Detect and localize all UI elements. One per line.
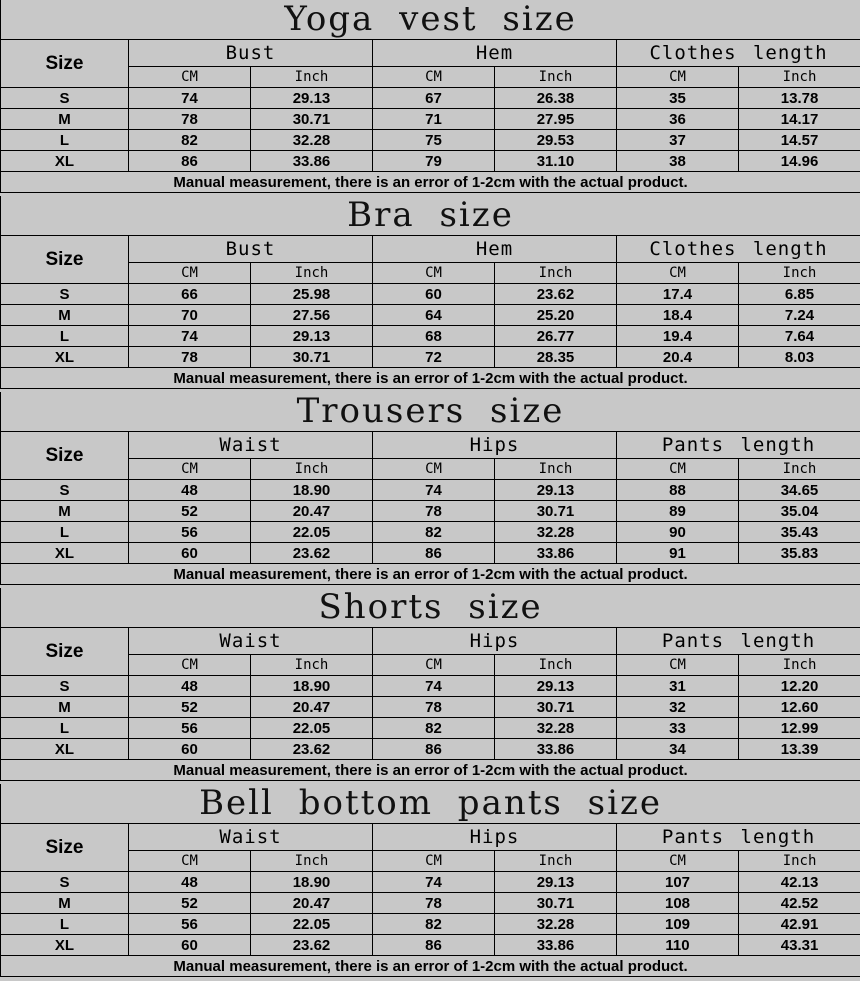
size-cell: XL	[1, 739, 129, 760]
value-cell: 12.99	[739, 718, 860, 739]
value-cell: 89	[617, 501, 739, 522]
value-cell: 75	[373, 130, 495, 151]
table-row	[1, 501, 860, 522]
value-cell: 67	[373, 88, 495, 109]
section-title: Bra size	[1, 196, 860, 236]
value-cell: 60	[129, 543, 251, 564]
value-cell: 12.60	[739, 697, 860, 718]
size-cell: XL	[1, 935, 129, 956]
value-cell: 14.57	[739, 130, 860, 151]
section-title: Bell bottom pants size	[1, 784, 860, 824]
size-cell: L	[1, 130, 129, 151]
value-cell: 20.47	[251, 697, 373, 718]
value-cell: 86	[373, 935, 495, 956]
value-cell: 14.96	[739, 151, 860, 172]
table-row	[1, 739, 860, 760]
unit-header: Inch	[251, 67, 373, 88]
value-cell: 30.71	[495, 501, 617, 522]
unit-header: CM	[129, 263, 251, 284]
size-cell: S	[1, 88, 129, 109]
value-cell: 86	[373, 739, 495, 760]
value-cell: 33	[617, 718, 739, 739]
size-cell: S	[1, 480, 129, 501]
unit-header: Inch	[739, 851, 860, 872]
table-row	[1, 284, 860, 305]
value-cell: 71	[373, 109, 495, 130]
value-cell: 48	[129, 480, 251, 501]
value-cell: 32.28	[495, 718, 617, 739]
size-cell: M	[1, 501, 129, 522]
table-row	[1, 109, 860, 130]
table-row	[1, 480, 860, 501]
size-table	[0, 392, 860, 585]
unit-header: Inch	[739, 459, 860, 480]
value-cell: 27.95	[495, 109, 617, 130]
value-cell: 20.4	[617, 347, 739, 368]
size-table	[0, 196, 860, 389]
value-cell: 22.05	[251, 914, 373, 935]
size-table	[0, 588, 860, 781]
value-cell: 82	[373, 522, 495, 543]
unit-header: Inch	[739, 67, 860, 88]
value-cell: 88	[617, 480, 739, 501]
value-cell: 60	[129, 739, 251, 760]
value-cell: 20.47	[251, 501, 373, 522]
value-cell: 109	[617, 914, 739, 935]
measure-group-header: Pants length	[617, 628, 860, 655]
value-cell: 110	[617, 935, 739, 956]
table-row	[1, 893, 860, 914]
value-cell: 30.71	[495, 893, 617, 914]
value-cell: 43.31	[739, 935, 860, 956]
size-section	[0, 392, 860, 588]
measure-group-header: Clothes length	[617, 40, 860, 67]
unit-header: Inch	[495, 459, 617, 480]
value-cell: 29.53	[495, 130, 617, 151]
unit-header: CM	[617, 459, 739, 480]
value-cell: 78	[373, 893, 495, 914]
unit-header: CM	[129, 655, 251, 676]
unit-header: CM	[617, 655, 739, 676]
value-cell: 86	[129, 151, 251, 172]
value-cell: 52	[129, 893, 251, 914]
table-row	[1, 697, 860, 718]
value-cell: 35.04	[739, 501, 860, 522]
size-table	[0, 784, 860, 977]
table-row	[1, 130, 860, 151]
size-cell: S	[1, 284, 129, 305]
size-section	[0, 588, 860, 784]
unit-header: Inch	[495, 263, 617, 284]
table-row	[1, 522, 860, 543]
value-cell: 78	[129, 109, 251, 130]
unit-header: Inch	[495, 851, 617, 872]
value-cell: 108	[617, 893, 739, 914]
value-cell: 74	[373, 676, 495, 697]
value-cell: 74	[373, 480, 495, 501]
value-cell: 107	[617, 872, 739, 893]
measurement-note: Manual measurement, there is an error of 1-2cm with the actual product.	[1, 368, 860, 389]
value-cell: 30.71	[495, 697, 617, 718]
value-cell: 42.52	[739, 893, 860, 914]
unit-header: Inch	[495, 67, 617, 88]
size-cell: M	[1, 697, 129, 718]
table-row	[1, 305, 860, 326]
size-column-header: Size	[1, 628, 129, 676]
value-cell: 34	[617, 739, 739, 760]
value-cell: 18.4	[617, 305, 739, 326]
value-cell: 78	[373, 501, 495, 522]
value-cell: 13.39	[739, 739, 860, 760]
table-row	[1, 935, 860, 956]
value-cell: 42.13	[739, 872, 860, 893]
value-cell: 29.13	[495, 480, 617, 501]
unit-header: Inch	[739, 655, 860, 676]
measure-group-header: Waist	[129, 628, 373, 655]
size-cell: XL	[1, 543, 129, 564]
value-cell: 38	[617, 151, 739, 172]
value-cell: 56	[129, 914, 251, 935]
value-cell: 22.05	[251, 522, 373, 543]
value-cell: 66	[129, 284, 251, 305]
size-cell: XL	[1, 347, 129, 368]
section-title: Trousers size	[1, 392, 860, 432]
value-cell: 31	[617, 676, 739, 697]
value-cell: 18.90	[251, 480, 373, 501]
measure-group-header: Hips	[373, 432, 617, 459]
table-row	[1, 872, 860, 893]
value-cell: 74	[129, 326, 251, 347]
size-column-header: Size	[1, 236, 129, 284]
value-cell: 48	[129, 872, 251, 893]
value-cell: 35	[617, 88, 739, 109]
size-cell: M	[1, 109, 129, 130]
measurement-note: Manual measurement, there is an error of 1-2cm with the actual product.	[1, 172, 860, 193]
value-cell: 8.03	[739, 347, 860, 368]
unit-header: Inch	[251, 655, 373, 676]
value-cell: 32.28	[495, 522, 617, 543]
value-cell: 60	[373, 284, 495, 305]
unit-header: CM	[373, 67, 495, 88]
value-cell: 91	[617, 543, 739, 564]
value-cell: 52	[129, 501, 251, 522]
size-cell: M	[1, 305, 129, 326]
unit-header: CM	[373, 459, 495, 480]
value-cell: 82	[129, 130, 251, 151]
size-cell: L	[1, 522, 129, 543]
value-cell: 23.62	[495, 284, 617, 305]
value-cell: 31.10	[495, 151, 617, 172]
value-cell: 72	[373, 347, 495, 368]
value-cell: 25.98	[251, 284, 373, 305]
value-cell: 7.24	[739, 305, 860, 326]
value-cell: 56	[129, 718, 251, 739]
value-cell: 18.90	[251, 872, 373, 893]
value-cell: 22.05	[251, 718, 373, 739]
value-cell: 23.62	[251, 739, 373, 760]
value-cell: 74	[373, 872, 495, 893]
value-cell: 23.62	[251, 935, 373, 956]
unit-header: CM	[129, 67, 251, 88]
section-title: Shorts size	[1, 588, 860, 628]
table-row	[1, 676, 860, 697]
value-cell: 60	[129, 935, 251, 956]
value-cell: 48	[129, 676, 251, 697]
size-section	[0, 196, 860, 392]
unit-header: CM	[373, 655, 495, 676]
value-cell: 29.13	[251, 326, 373, 347]
value-cell: 79	[373, 151, 495, 172]
value-cell: 35.83	[739, 543, 860, 564]
value-cell: 26.38	[495, 88, 617, 109]
unit-header: CM	[617, 67, 739, 88]
measure-group-header: Hem	[373, 40, 617, 67]
value-cell: 74	[129, 88, 251, 109]
table-row	[1, 543, 860, 564]
unit-header: CM	[373, 263, 495, 284]
size-cell: S	[1, 872, 129, 893]
unit-header: Inch	[251, 459, 373, 480]
value-cell: 25.20	[495, 305, 617, 326]
measure-group-header: Hips	[373, 824, 617, 851]
table-row	[1, 347, 860, 368]
table-row	[1, 88, 860, 109]
section-title: Yoga vest size	[1, 0, 860, 40]
value-cell: 17.4	[617, 284, 739, 305]
size-cell: L	[1, 326, 129, 347]
value-cell: 64	[373, 305, 495, 326]
size-cell: L	[1, 718, 129, 739]
measure-group-header: Bust	[129, 236, 373, 263]
unit-header: Inch	[251, 851, 373, 872]
value-cell: 33.86	[495, 543, 617, 564]
unit-header: Inch	[251, 263, 373, 284]
measure-group-header: Hem	[373, 236, 617, 263]
value-cell: 32.28	[251, 130, 373, 151]
value-cell: 35.43	[739, 522, 860, 543]
size-column-header: Size	[1, 432, 129, 480]
value-cell: 37	[617, 130, 739, 151]
value-cell: 42.91	[739, 914, 860, 935]
measure-group-header: Pants length	[617, 432, 860, 459]
value-cell: 12.20	[739, 676, 860, 697]
measurement-note: Manual measurement, there is an error of 1-2cm with the actual product.	[1, 564, 860, 585]
value-cell: 13.78	[739, 88, 860, 109]
value-cell: 32	[617, 697, 739, 718]
unit-header: CM	[617, 263, 739, 284]
value-cell: 78	[129, 347, 251, 368]
value-cell: 33.86	[251, 151, 373, 172]
value-cell: 20.47	[251, 893, 373, 914]
value-cell: 70	[129, 305, 251, 326]
measurement-note: Manual measurement, there is an error of 1-2cm with the actual product.	[1, 956, 860, 977]
value-cell: 23.62	[251, 543, 373, 564]
value-cell: 29.13	[495, 676, 617, 697]
value-cell: 29.13	[251, 88, 373, 109]
table-row	[1, 718, 860, 739]
size-cell: L	[1, 914, 129, 935]
value-cell: 52	[129, 697, 251, 718]
value-cell: 86	[373, 543, 495, 564]
value-cell: 14.17	[739, 109, 860, 130]
measurement-note: Manual measurement, there is an error of 1-2cm with the actual product.	[1, 760, 860, 781]
unit-header: Inch	[739, 263, 860, 284]
value-cell: 27.56	[251, 305, 373, 326]
measure-group-header: Clothes length	[617, 236, 860, 263]
unit-header: CM	[129, 851, 251, 872]
value-cell: 78	[373, 697, 495, 718]
unit-header: CM	[373, 851, 495, 872]
measure-group-header: Waist	[129, 432, 373, 459]
table-row	[1, 914, 860, 935]
measure-group-header: Hips	[373, 628, 617, 655]
value-cell: 6.85	[739, 284, 860, 305]
unit-header: CM	[617, 851, 739, 872]
size-column-header: Size	[1, 824, 129, 872]
unit-header: Inch	[495, 655, 617, 676]
size-cell: XL	[1, 151, 129, 172]
measure-group-header: Waist	[129, 824, 373, 851]
size-cell: M	[1, 893, 129, 914]
table-row	[1, 151, 860, 172]
size-table	[0, 0, 860, 193]
value-cell: 82	[373, 718, 495, 739]
value-cell: 26.77	[495, 326, 617, 347]
value-cell: 34.65	[739, 480, 860, 501]
value-cell: 36	[617, 109, 739, 130]
value-cell: 68	[373, 326, 495, 347]
value-cell: 33.86	[495, 935, 617, 956]
value-cell: 30.71	[251, 347, 373, 368]
measure-group-header: Pants length	[617, 824, 860, 851]
value-cell: 56	[129, 522, 251, 543]
value-cell: 29.13	[495, 872, 617, 893]
table-row	[1, 326, 860, 347]
value-cell: 28.35	[495, 347, 617, 368]
measure-group-header: Bust	[129, 40, 373, 67]
value-cell: 32.28	[495, 914, 617, 935]
value-cell: 90	[617, 522, 739, 543]
value-cell: 7.64	[739, 326, 860, 347]
value-cell: 18.90	[251, 676, 373, 697]
value-cell: 30.71	[251, 109, 373, 130]
size-column-header: Size	[1, 40, 129, 88]
unit-header: CM	[129, 459, 251, 480]
size-cell: S	[1, 676, 129, 697]
value-cell: 33.86	[495, 739, 617, 760]
size-section	[0, 0, 860, 196]
value-cell: 82	[373, 914, 495, 935]
size-section	[0, 784, 860, 980]
value-cell: 19.4	[617, 326, 739, 347]
